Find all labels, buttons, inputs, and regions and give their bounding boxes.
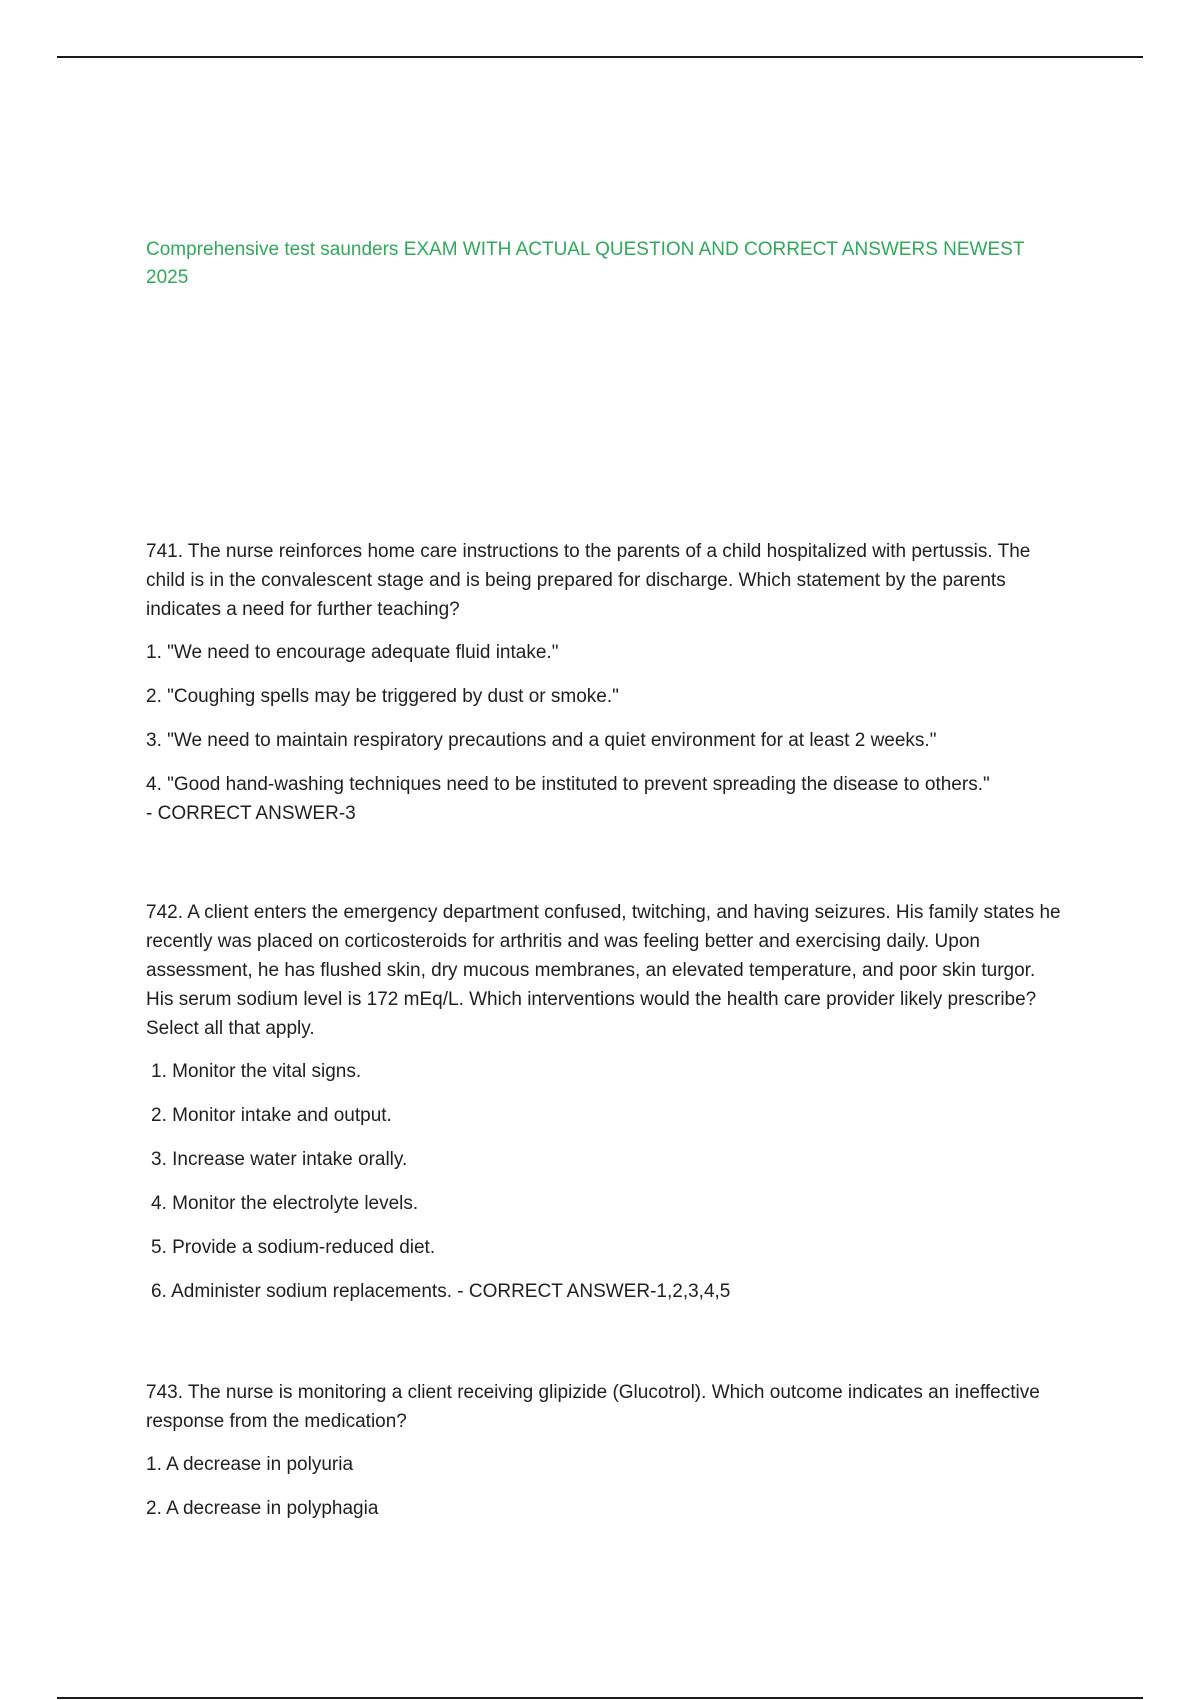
answer-option: 2. Monitor intake and output. [151,1105,392,1126]
answer-option: 1. Monitor the vital signs. [151,1061,362,1082]
question-742 [146,898,1066,1306]
question-743 [146,1378,1066,1523]
document-title: Comprehensive test saunders EXAM WITH ACTUAL QUESTION AND CORRECT ANSWERS NEWEST 2025 [146,239,1025,288]
answer-option: 2. "Coughing spells may be triggered by dust or smoke." [146,686,619,707]
option-text: 6. Administer sodium replacements. [151,1281,452,1302]
answer-option: 3. "We need to maintain respiratory precautions and a quiet environment for at least 2 weeks." [146,730,937,751]
question-stem: 741. The nurse reinforces home care instructions to the parents of a child hospitalized with pertussis. The child is in the convalescent stage and is being prepared for discharge. Which statement by the parents indicates a need for further teaching? [146,541,1031,620]
correct-answer: - CORRECT ANSWER-3 [146,803,356,824]
question-741 [146,537,1066,828]
top-rule [57,56,1143,58]
answer-option [146,1277,1066,1306]
answer-option: 1. A decrease in polyuria [146,1454,354,1475]
answer-option: 4. Monitor the electrolyte levels. [151,1193,419,1214]
answer-option [146,770,1066,828]
answer-option: 1. "We need to encourage adequate fluid intake." [146,642,559,663]
option-text: 4. "Good hand-washing techniques need to be instituted to prevent spreading the disease to others." [146,774,990,795]
answer-option: 3. Increase water intake orally. [151,1149,408,1170]
question-stem: 742. A client enters the emergency department confused, twitching, and having seizures. His family states he recently was placed on corticosteroids for arthritis and was feeling better and exercising daily. Upon assessment, he has flushed skin, dry mucous membranes, an elevated temperature, and poor skin turgor. His serum sodium level is 172 mEq/L. Which interventions would the health care provider likely prescribe? Select all that apply. [146,902,1061,1039]
bottom-rule [57,1697,1143,1699]
correct-answer: - CORRECT ANSWER-1,2,3,4,5 [457,1281,731,1302]
answer-option: 2. A decrease in polyphagia [146,1498,379,1519]
question-stem: 743. The nurse is monitoring a client receiving glipizide (Glucotrol). Which outcome indicates an ineffective response from the medication? [146,1382,1040,1432]
answer-option: 5. Provide a sodium-reduced diet. [151,1237,436,1258]
